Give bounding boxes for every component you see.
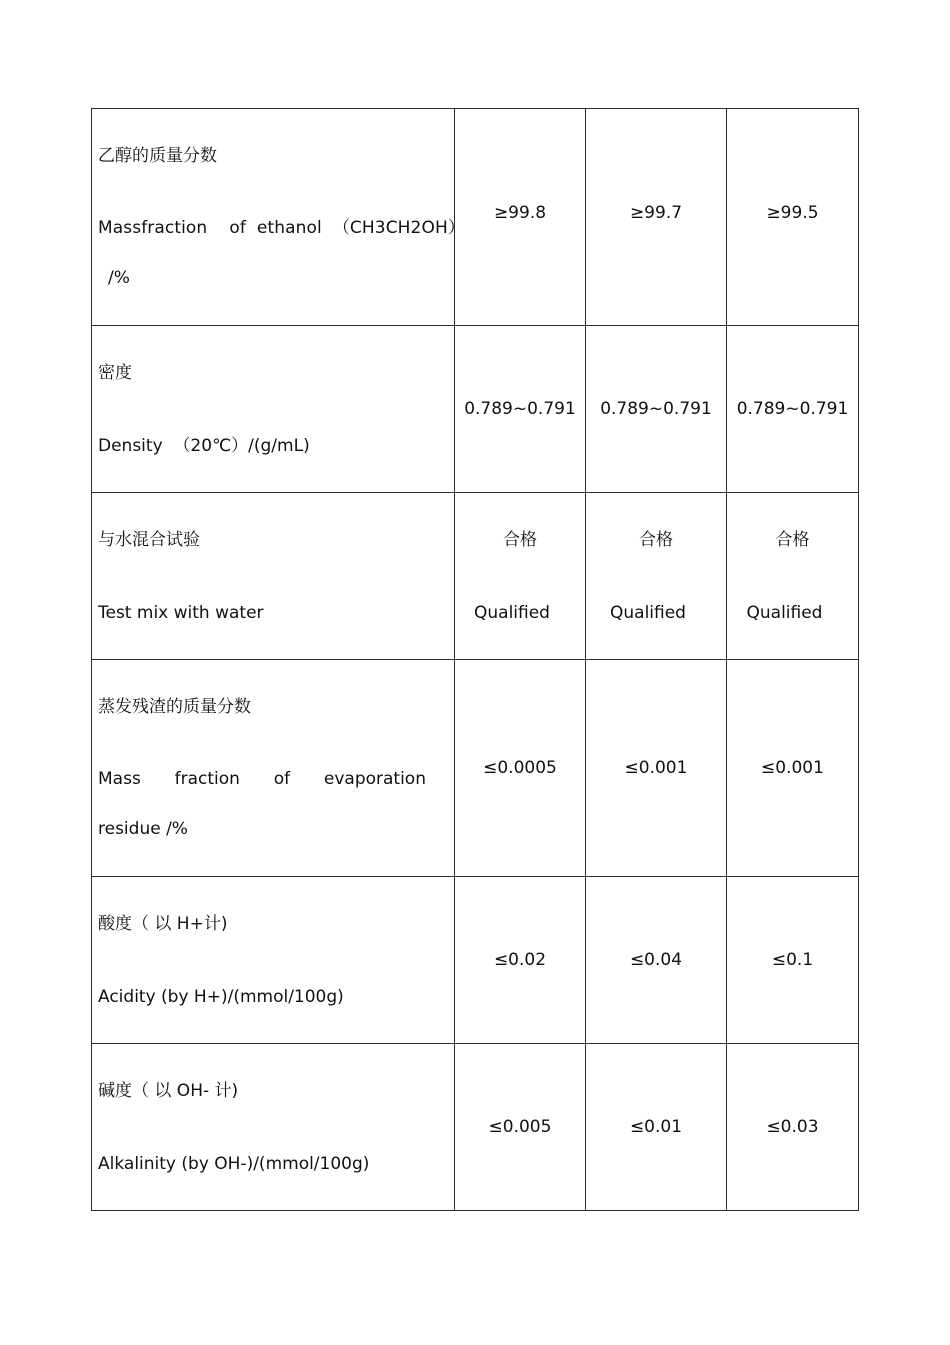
label-en: Test mix with water bbox=[98, 602, 264, 623]
label-en: Acidity (by H+)/(mmol/100g) bbox=[98, 986, 344, 1007]
value-cell bbox=[455, 493, 586, 660]
label-en-line1: Massfraction of ethanol （CH3CH2OH） bbox=[98, 218, 465, 238]
table-row-alkalinity bbox=[92, 1044, 859, 1211]
label-en: Density （20℃）/(g/mL) bbox=[98, 435, 310, 456]
table-row-water-mix bbox=[92, 493, 859, 660]
value-cell: 0.789~0.791 bbox=[727, 326, 859, 493]
value-cell: ≤0.005 bbox=[455, 1044, 586, 1211]
label-zh: 碱度（ 以 OH- 计) bbox=[98, 1080, 239, 1101]
row-label-cell bbox=[92, 877, 455, 1044]
table-row-evaporation-residue bbox=[92, 660, 859, 877]
table-row-density bbox=[92, 326, 859, 493]
value-zh: 合格 bbox=[639, 529, 673, 550]
value-cell: ≤0.04 bbox=[586, 877, 727, 1044]
value-cell bbox=[586, 493, 727, 660]
row-label-cell bbox=[92, 660, 455, 877]
value-cell: ≤0.03 bbox=[727, 1044, 859, 1211]
label-zh: 酸度（ 以 H+计) bbox=[98, 913, 228, 934]
label-zh: 蒸发残渣的质量分数 bbox=[98, 697, 251, 717]
value-cell: 0.789~0.791 bbox=[586, 326, 727, 493]
value-en: Qualified bbox=[474, 602, 550, 623]
value-cell: ≤0.1 bbox=[727, 877, 859, 1044]
value-zh: 合格 bbox=[503, 529, 537, 550]
label-en-line1: Mass fraction of evaporation bbox=[98, 769, 426, 789]
value-cell: ≤0.0005 bbox=[455, 660, 586, 877]
label-zh: 密度 bbox=[98, 362, 132, 383]
value-cell: 0.789~0.791 bbox=[455, 326, 586, 493]
row-label-cell bbox=[92, 493, 455, 660]
value-cell: ≥99.5 bbox=[727, 109, 859, 326]
label-zh: 与水混合试验 bbox=[98, 529, 200, 550]
value-cell: ≥99.7 bbox=[586, 109, 727, 326]
value-cell: ≥99.8 bbox=[455, 109, 586, 326]
row-label-cell bbox=[92, 1044, 455, 1211]
value-cell: ≤0.01 bbox=[586, 1044, 727, 1211]
row-label-cell bbox=[92, 109, 465, 326]
value-cell: ≤0.001 bbox=[727, 660, 859, 877]
label-en: Alkalinity (by OH-)/(mmol/100g) bbox=[98, 1153, 370, 1174]
label-zh: 乙醇的质量分数 bbox=[98, 146, 217, 166]
label-en-line2: /% bbox=[108, 268, 130, 288]
table-row-ethanol bbox=[92, 109, 859, 326]
row-label-cell bbox=[92, 326, 455, 493]
value-en: Qualified bbox=[746, 602, 823, 623]
specification-table bbox=[91, 108, 859, 1211]
value-en: Qualified bbox=[610, 602, 686, 623]
value-cell: ≤0.001 bbox=[586, 660, 727, 877]
value-cell bbox=[727, 493, 859, 660]
label-en-line2: residue /% bbox=[98, 819, 188, 839]
value-cell: ≤0.02 bbox=[455, 877, 586, 1044]
value-zh: 合格 bbox=[775, 529, 810, 550]
table-row-acidity bbox=[92, 877, 859, 1044]
